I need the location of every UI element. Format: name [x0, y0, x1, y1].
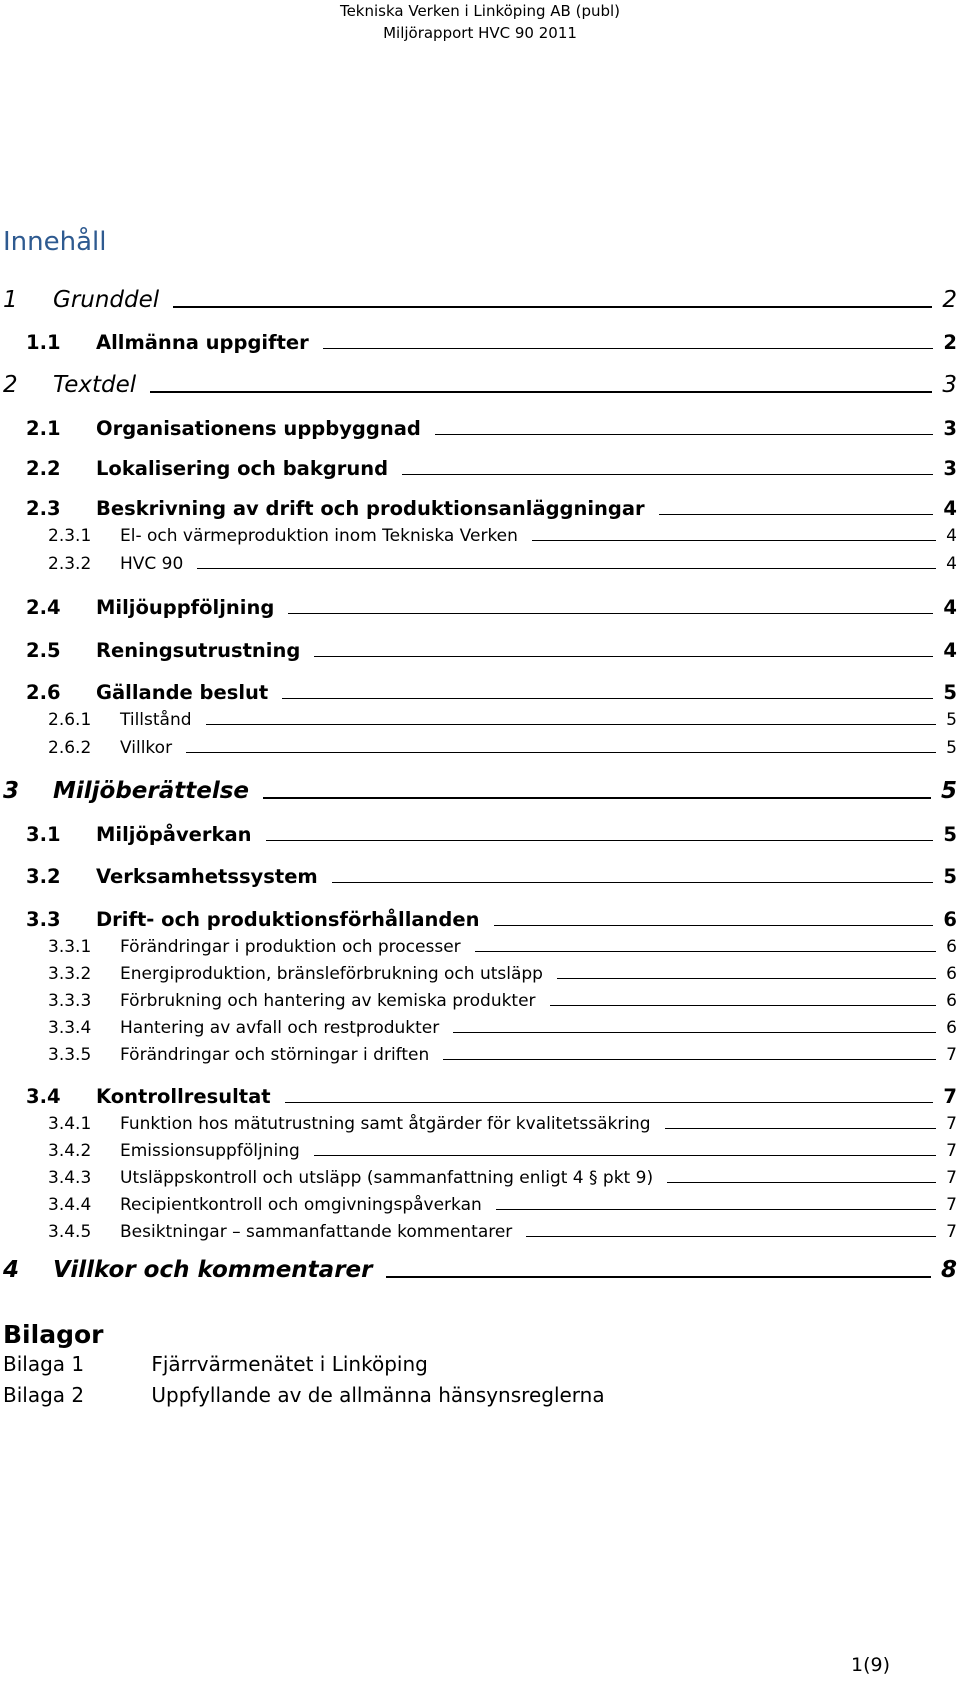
toc-number: 3.3.3	[48, 991, 92, 1011]
toc-leader	[263, 797, 931, 799]
toc-entry-3-3-3[interactable]	[0, 987, 957, 1011]
toc-page: 4	[946, 554, 957, 574]
toc-leader	[667, 1182, 936, 1183]
toc-label: Energiproduktion, bränsleförbrukning och utsläpp	[120, 964, 543, 984]
toc-leader	[659, 514, 934, 515]
toc-title: Innehåll	[3, 227, 107, 257]
toc-page: 3	[943, 417, 957, 440]
bilaga-item-1	[3, 1352, 428, 1376]
toc-page: 7	[943, 1085, 957, 1108]
toc-page: 6	[946, 991, 957, 1011]
toc-label: Recipientkontroll och omgivningspåverkan	[120, 1195, 482, 1215]
header-company: Tekniska Verken i Linköping AB (publ)	[339, 2, 621, 20]
toc-number: 3.3.5	[48, 1045, 92, 1065]
toc-label: El- och värmeproduktion inom Tekniska Verken	[120, 526, 518, 546]
toc-page: 8	[940, 1257, 957, 1283]
toc-label: HVC 90	[120, 554, 184, 574]
toc-leader	[435, 434, 934, 435]
toc-leader	[475, 951, 937, 952]
toc-label: Villkor och kommentarer	[53, 1257, 373, 1283]
toc-leader	[197, 568, 936, 569]
toc-leader	[453, 1032, 936, 1033]
toc-entry-1[interactable]	[0, 281, 957, 313]
toc-entry-2-3-2[interactable]	[0, 550, 957, 574]
toc-leader	[386, 1276, 931, 1278]
toc-number: 3.4.4	[48, 1195, 92, 1215]
toc-leader	[532, 540, 936, 541]
toc-label: Förändringar i produktion och processer	[120, 937, 461, 957]
toc-entry-3-3-1[interactable]	[0, 933, 957, 957]
toc-entry-2-6-2[interactable]	[0, 734, 957, 758]
toc-page: 5	[940, 778, 957, 804]
toc-label: Emissionsuppföljning	[120, 1141, 300, 1161]
toc-entry-2-2[interactable]	[0, 452, 957, 480]
bilaga-title: Fjärrvärmenätet i Linköping	[151, 1352, 428, 1376]
toc-leader	[314, 1155, 936, 1156]
toc-label: Kontrollresultat	[96, 1085, 271, 1108]
toc-entry-3-3-5[interactable]	[0, 1041, 957, 1065]
toc-entry-3-4-3[interactable]	[0, 1164, 957, 1188]
toc-number: 2.3.2	[48, 554, 92, 574]
toc-number: 2.6	[26, 681, 61, 704]
toc-entry-1-1[interactable]	[0, 326, 957, 354]
toc-entry-3-1[interactable]	[0, 818, 957, 846]
toc-page: 3	[943, 457, 957, 480]
toc-label: Lokalisering och bakgrund	[96, 457, 389, 480]
toc-page: 6	[943, 908, 957, 931]
toc-number: 3.4.2	[48, 1141, 92, 1161]
bilaga-number: Bilaga 1	[3, 1352, 85, 1376]
toc-page: 4	[943, 497, 957, 520]
toc-leader	[323, 348, 934, 349]
toc-leader	[186, 752, 936, 753]
toc-number: 1.1	[26, 331, 61, 354]
toc-label: Verksamhetssystem	[96, 865, 318, 888]
toc-leader	[443, 1059, 936, 1060]
toc-leader	[173, 306, 932, 308]
toc-page: 5	[946, 738, 957, 758]
toc-page: 6	[946, 1018, 957, 1038]
toc-leader	[494, 925, 934, 926]
toc-entry-3-4-4[interactable]	[0, 1191, 957, 1215]
toc-number: 3.4	[26, 1085, 61, 1108]
toc-label: Utsläppskontroll och utsläpp (sammanfattning enligt 4 § pkt 9)	[120, 1168, 654, 1188]
toc-number: 3.1	[26, 823, 61, 846]
toc-label: Gällande beslut	[96, 681, 269, 704]
toc-number: 3.4.5	[48, 1222, 92, 1242]
toc-page: 2	[942, 287, 957, 313]
toc-leader	[266, 840, 934, 841]
toc-number: 3.4.3	[48, 1168, 92, 1188]
toc-label: Funktion hos mätutrustning samt åtgärder för kvalitetssäkring	[120, 1114, 651, 1134]
toc-page: 2	[943, 331, 957, 354]
toc-page: 7	[946, 1168, 957, 1188]
toc-number: 2.3	[26, 497, 61, 520]
toc-number: 2.3.1	[48, 526, 92, 546]
toc-number: 3.4.1	[48, 1114, 92, 1134]
toc-entry-2-5[interactable]	[0, 634, 957, 662]
toc-entry-4[interactable]	[0, 1251, 957, 1283]
toc-entry-3-4-1[interactable]	[0, 1110, 957, 1134]
toc-entry-3-3[interactable]	[0, 903, 957, 931]
toc-page: 7	[946, 1195, 957, 1215]
toc-entry-3-4-5[interactable]	[0, 1218, 957, 1242]
toc-number: 3.3	[26, 908, 61, 931]
toc-leader	[496, 1209, 936, 1210]
toc-label: Grunddel	[53, 287, 160, 313]
toc-page: 4	[943, 596, 957, 619]
toc-number: 2.2	[26, 457, 61, 480]
toc-number: 3	[3, 778, 20, 804]
toc-label: Beskrivning av drift och produktionsanläggningar	[96, 497, 645, 520]
toc-page: 7	[946, 1222, 957, 1242]
toc-page: 5	[943, 823, 957, 846]
toc-leader	[526, 1236, 936, 1237]
toc-page: 7	[946, 1141, 957, 1161]
toc-entry-3-3-2[interactable]	[0, 960, 957, 984]
toc-number: 2.1	[26, 417, 61, 440]
toc-number: 3.2	[26, 865, 61, 888]
toc-label: Allmänna uppgifter	[96, 331, 309, 354]
header-report-title: Miljörapport HVC 90 2011	[383, 24, 577, 42]
toc-number: 4	[3, 1257, 20, 1283]
toc-entry-3-3-4[interactable]	[0, 1014, 957, 1038]
page-header	[0, 0, 960, 44]
toc-label: Textdel	[53, 372, 137, 398]
toc-page: 6	[946, 937, 957, 957]
toc-label: Organisationens uppbyggnad	[96, 417, 421, 440]
toc-page: 5	[943, 865, 957, 888]
toc-leader	[150, 391, 932, 393]
toc-entry-3-4-2[interactable]	[0, 1137, 957, 1161]
toc-page: 7	[946, 1114, 957, 1134]
toc-number: 2.6.2	[48, 738, 92, 758]
toc-leader	[332, 882, 934, 883]
toc-number: 2	[3, 372, 18, 398]
toc-page: 7	[946, 1045, 957, 1065]
toc-label: Reningsutrustning	[96, 639, 301, 662]
toc-entry-3-4[interactable]	[0, 1080, 957, 1108]
toc-entry-2-3-1[interactable]	[0, 522, 957, 546]
toc-number: 3.3.4	[48, 1018, 92, 1038]
toc-leader	[402, 474, 933, 475]
toc-number: 3.3.2	[48, 964, 92, 984]
toc-number: 2.5	[26, 639, 61, 662]
toc-entry-2-6-1[interactable]	[0, 706, 957, 730]
toc-leader	[557, 978, 936, 979]
toc-leader	[285, 1102, 934, 1103]
toc-page: 6	[946, 964, 957, 984]
toc-page: 3	[942, 372, 957, 398]
toc-leader	[314, 656, 933, 657]
toc-page: 5	[943, 681, 957, 704]
page-number: 1(9)	[850, 1654, 890, 1676]
toc-page: 4	[943, 639, 957, 662]
toc-leader	[550, 1005, 937, 1006]
toc-label: Villkor	[120, 738, 173, 758]
toc-leader	[288, 613, 933, 614]
toc-label: Hantering av avfall och restprodukter	[120, 1018, 440, 1038]
bilaga-item-2	[3, 1383, 605, 1407]
bilaga-number: Bilaga 2	[3, 1383, 85, 1407]
toc-entry-2-6[interactable]	[0, 676, 957, 704]
toc-leader	[206, 724, 937, 725]
toc-entry-3[interactable]	[0, 772, 957, 804]
toc-page: 4	[946, 526, 957, 546]
toc-entry-2-4[interactable]	[0, 591, 957, 619]
bilaga-title: Uppfyllande av de allmänna hänsynsreglerna	[151, 1383, 605, 1407]
toc-number: 2.6.1	[48, 710, 92, 730]
toc-entry-2[interactable]	[0, 366, 957, 398]
toc-entry-3-2[interactable]	[0, 860, 957, 888]
toc-entry-2-1[interactable]	[0, 412, 957, 440]
toc-number: 1	[3, 287, 18, 313]
toc-label: Tillstånd	[120, 710, 192, 730]
toc-label: Drift- och produktionsförhållanden	[96, 908, 480, 931]
toc-entry-2-3[interactable]	[0, 492, 957, 520]
toc-label: Miljöpåverkan	[96, 823, 252, 846]
toc-label: Miljöberättelse	[53, 778, 250, 804]
toc-label: Miljöuppföljning	[96, 596, 275, 619]
toc-number: 2.4	[26, 596, 61, 619]
toc-label: Förändringar och störningar i driften	[120, 1045, 430, 1065]
bilagor-heading: Bilagor	[3, 1320, 104, 1349]
toc-leader	[282, 698, 933, 699]
toc-page: 5	[946, 710, 957, 730]
toc-label: Förbrukning och hantering av kemiska produkter	[120, 991, 536, 1011]
toc-leader	[665, 1128, 937, 1129]
toc-label: Besiktningar – sammanfattande kommentarer	[120, 1222, 513, 1242]
toc-number: 3.3.1	[48, 937, 92, 957]
